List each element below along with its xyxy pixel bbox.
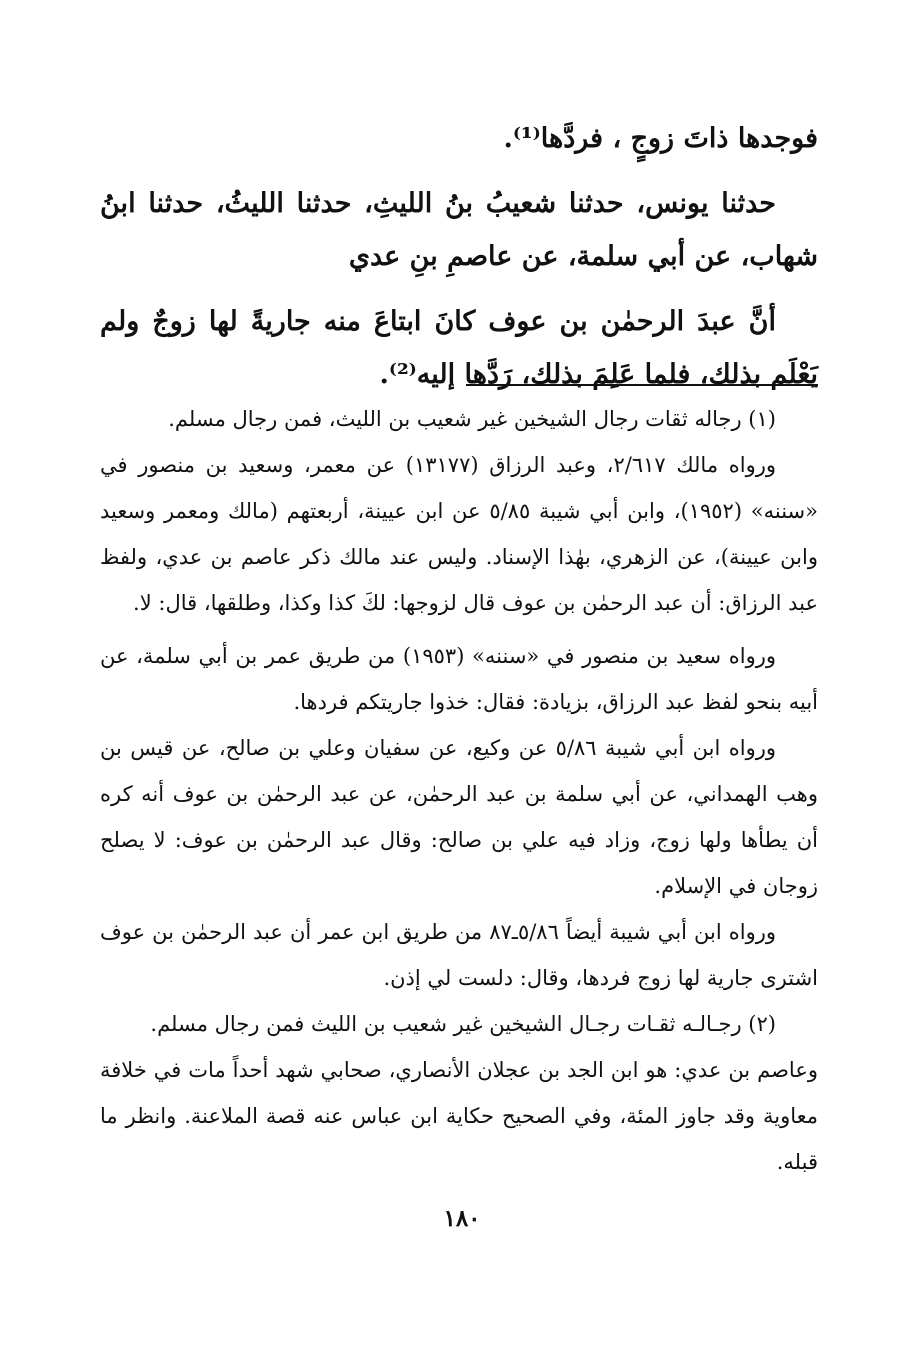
main-text bbox=[100, 112, 818, 401]
footnote-paragraph: ورواه مالك ٢/٦١٧، وعبد الرزاق (١٣١٧٧) عن معمر، وسعيد بن منصور في «سننه» (١٩٥٢)، وابن أبي شيبة ٥/٨٥ عن ابن عيينة، أربعتهم (مالك ومعمر وسعيد وابن عيينة)، عن الزهري، بهٰذا الإسناد. وليس عند مالك ذكر عاصم بن عدي، ولفظ عبد الرزاق: أن عبد الرحمٰن بن عوف قال لزوجها: لكَ كذا وكذا، وطلقها، قال: لا. bbox=[100, 453, 819, 615]
footnote-separator bbox=[466, 384, 818, 386]
footnote-1: (١) رجاله ثقات رجال الشيخين غير شعيب بن الليث، فمن رجال مسلم. bbox=[168, 407, 776, 431]
footnote-2: (٢) رجـالـه ثقـات رجـال الشيخين غير شعيب بن الليث فمن رجال مسلم. bbox=[150, 1012, 776, 1036]
main-paragraph-2: حدثنا يونس، حدثنا شعيبُ بنُ الليثِ، حدثنا الليثُ، حدثنا ابنُ شهاب، عن أبي سلمة، عن عاصمِ بنِ عدي bbox=[100, 188, 818, 272]
footnotes bbox=[100, 396, 818, 1185]
footnote-paragraph: وعاصم بن عدي: هو ابن الجد بن عجلان الأنصاري، صحابي شهد أحداً مات في خلافة معاوية وقد جاوز المئة، وفي الصحيح حكاية ابن عباس عنه قصة الملاعنة. وانظر ما قبله. bbox=[100, 1058, 818, 1174]
main-paragraph-1: فوجدها ذاتَ زوجٍ ، فردَّها⁽¹⁾. bbox=[503, 123, 818, 154]
main-paragraph-3: أنَّ عبدَ الرحمٰن بن عوف كانَ ابتاعَ منه جاريةً لها زوجٌ ولم يَعْلَم بذلك، فلما عَلِمَ بذلك، رَدَّها إليه⁽²⁾. bbox=[100, 306, 818, 390]
page-number: ١٨٠ bbox=[443, 1205, 481, 1232]
footnote-paragraph: ورواه سعيد بن منصور في «سننه» (١٩٥٣) من طريق عمر بن أبي سلمة، عن أبيه بنحو لفظ عبد الرزاق، بزيادة: فقال: خذوا جاريتكم فردها. bbox=[100, 644, 818, 714]
footnote-paragraph: ورواه ابن أبي شيبة أيضاً ٥/٨٦ـ٨٧ من طريق ابن عمر أن عبد الرحمٰن بن عوف اشترى جارية لها زوج فردها، وقال: دلست لي إذن. bbox=[100, 920, 818, 990]
footnote-paragraph: ورواه ابن أبي شيبة ٥/٨٦ عن وكيع، عن سفيان وعلي بن صالح، عن قيس بن وهب الهمداني، عن أبي سلمة بن عبد الرحمٰن، عن عبد الرحمٰن بن عوف أنه كره أن يطأها ولها زوج، وزاد فيه علي بن صالح: وقال عبد الرحمٰن بن عوف: لا يصلح زوجان في الإسلام. bbox=[100, 736, 818, 898]
